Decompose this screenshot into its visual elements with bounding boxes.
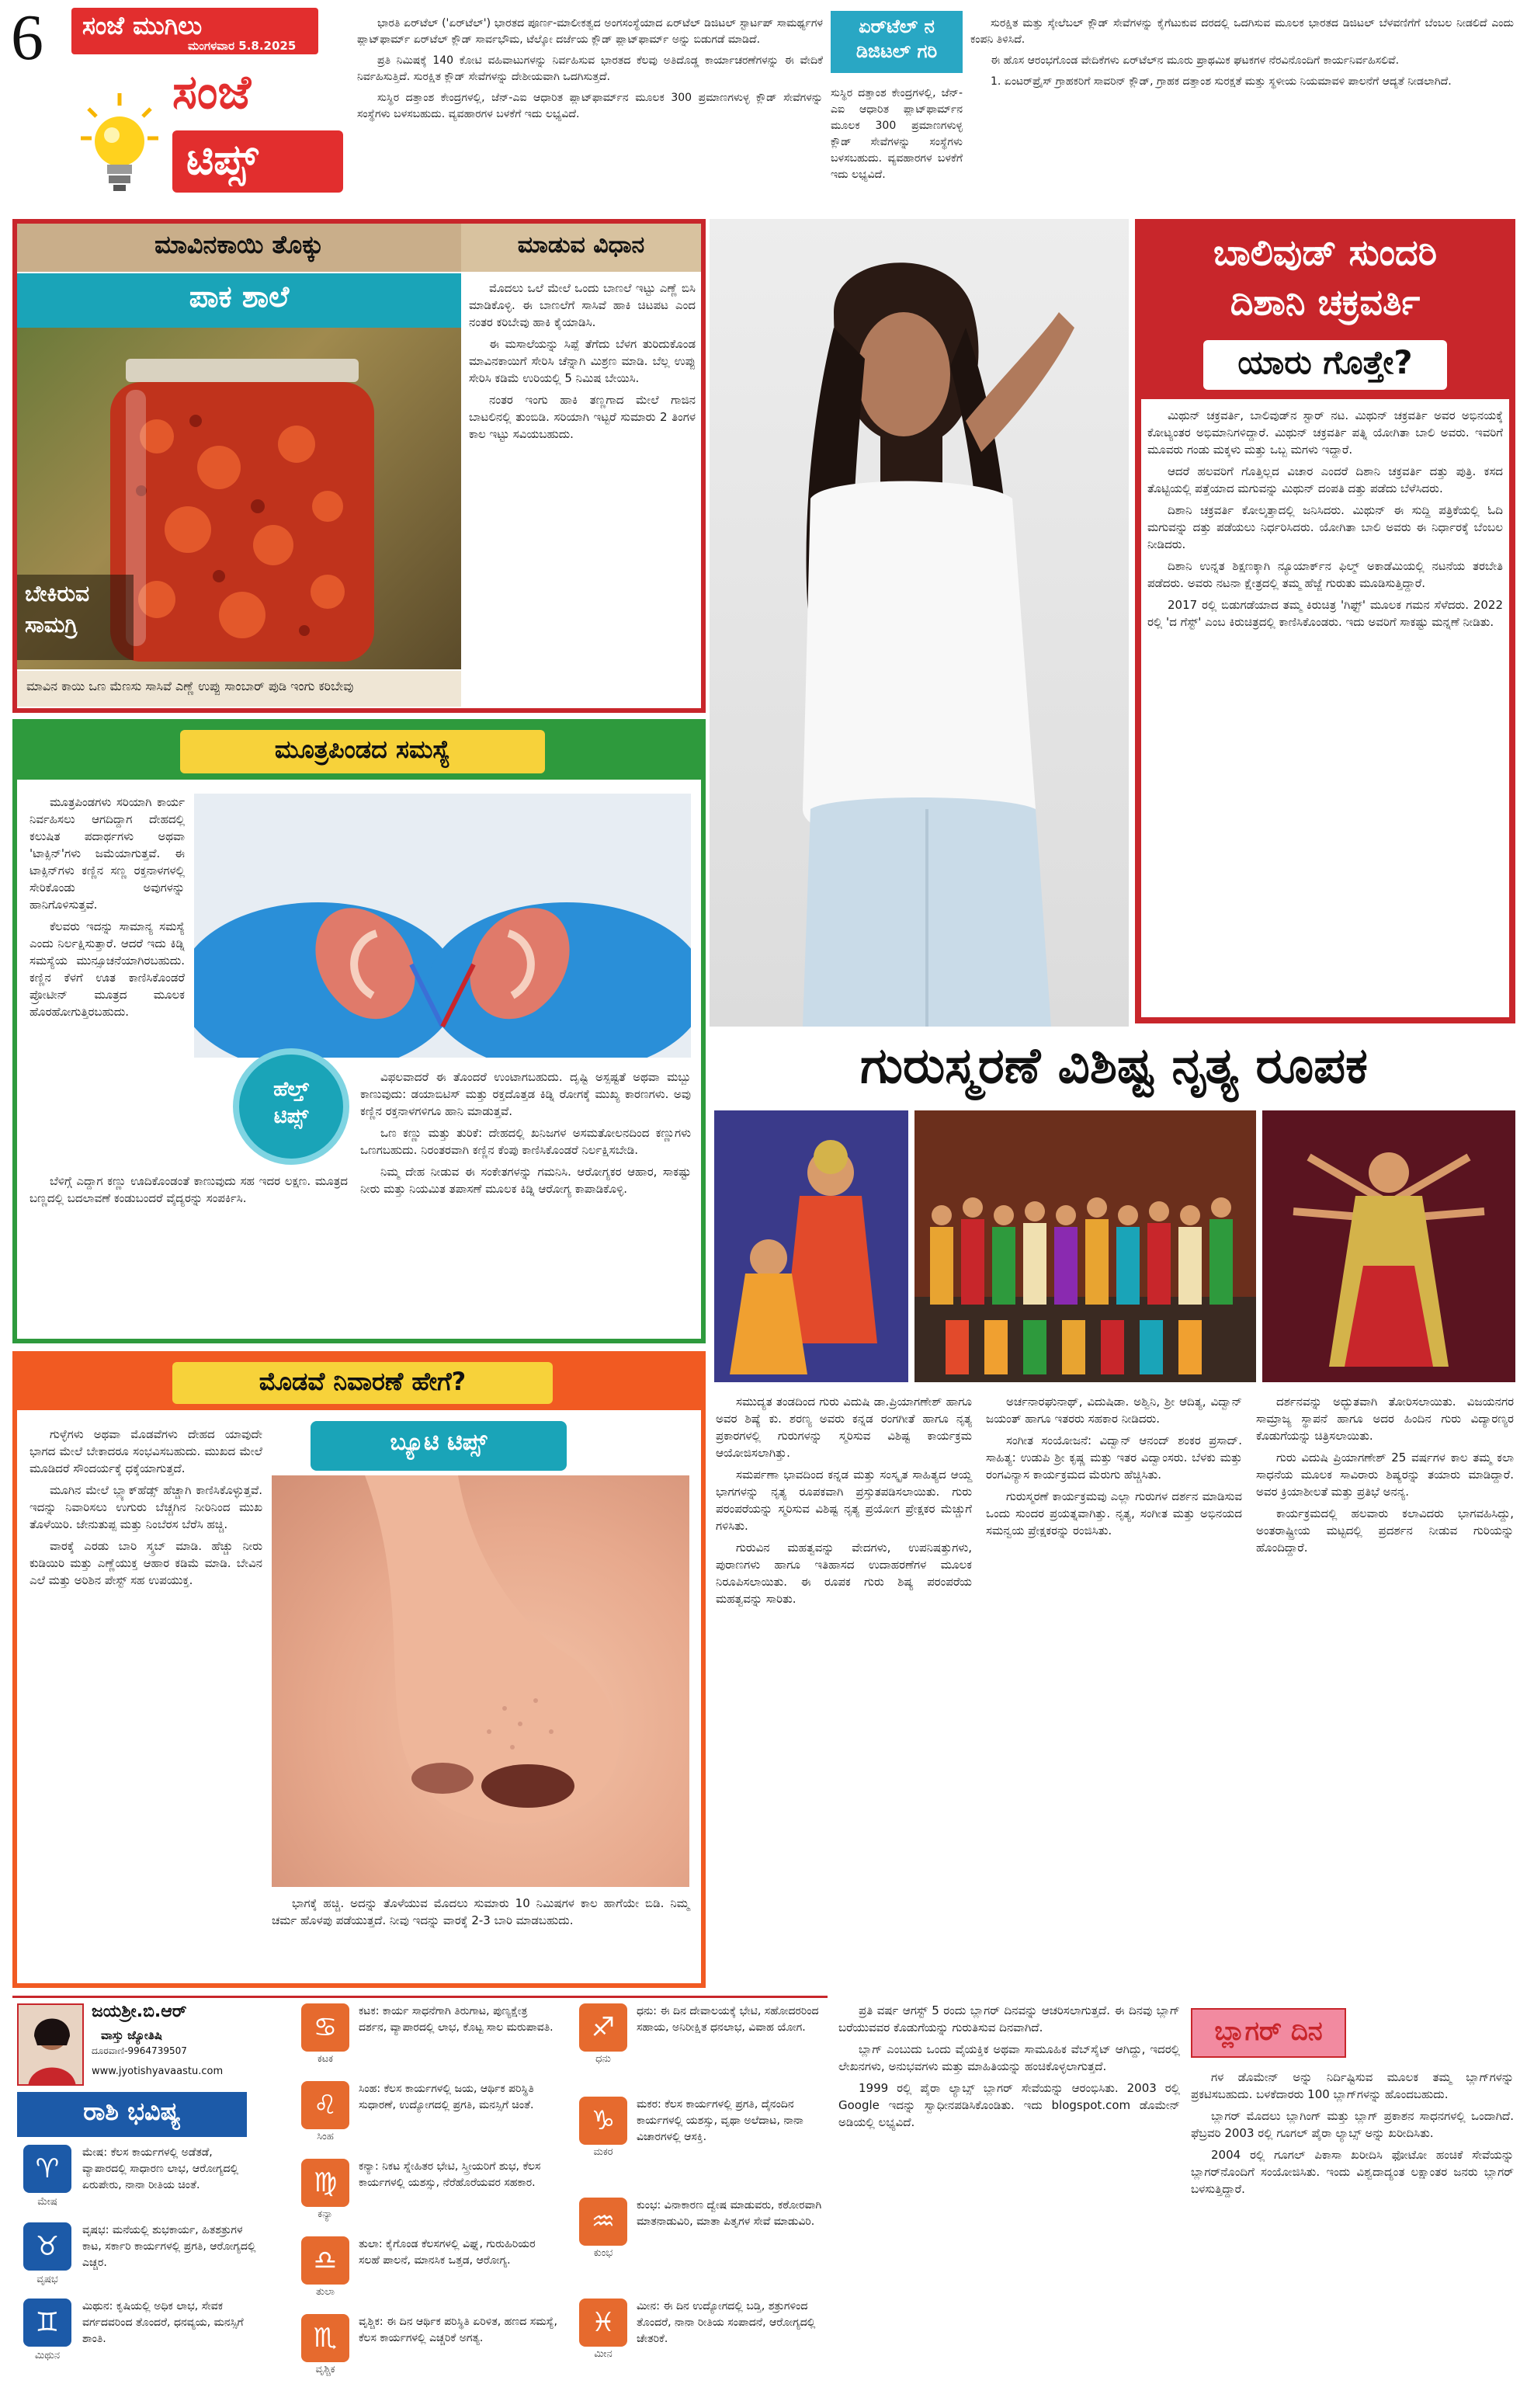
health-badge-line1: ಹೆಲ್ತ್	[273, 1078, 309, 1101]
masthead-box	[71, 8, 318, 54]
actress-headline-3-pill	[1203, 340, 1447, 390]
method-title: ಮಾಡುವ ವಿಧಾನ	[517, 231, 645, 259]
virgo-text: ಕನ್ಯಾ: ನಿಕಟ ಸ್ನೇಹಿತರ ಭೇಟಿ, ಸ್ತ್ರೀಯರಿಗೆ ಶುಭ, ಕೆಲಸ ಕಾರ್ಯಗಳಲ್ಲಿ ಯಶಸ್ಸು, ನೆರೆಹೊರೆಯವರ ಸಹಕಾರ.	[359, 2160, 541, 2189]
dance-col2	[986, 1393, 1242, 1544]
beauty-col1	[29, 1426, 262, 1593]
libra-text: ತುಲಾ: ಕೈಗೊಂಡ ಕೆಲಸಗಳಲ್ಲಿ ವಿಘ್ನ, ಗುರುಹಿರಿಯರ ಸಲಹೆ ಪಾಲನೆ, ಮಾನಸಿಕ ಒತ್ತಡ, ಆರೋಗ್ಯ.	[359, 2238, 536, 2267]
masthead-date: ಮಂಗಳವಾರ 5.8.2025	[188, 39, 297, 53]
page-number: 6	[11, 2, 43, 74]
gemini-text: ಮಿಥುನ: ಕೃಷಿಯಲ್ಲಿ ಅಧಿಕ ಲಾಭ, ಸೇವಕ ವರ್ಗದವರಿಂದ ತೊಂದರೆ, ಧನವ್ಯಯ, ಮನಸ್ಸಿಗೆ ಶಾಂತಿ.	[82, 2300, 244, 2345]
actress-headline-3: ಯಾರು ಗೊತ್ತೇ?	[1237, 343, 1413, 381]
dance-para: ಸಮರ್ಪಣಾ ಭಾವದಿಂದ ಕನ್ನಡ ಮತ್ತು ಸಂಸ್ಕೃತ ಸಾಹಿತ್ಯದ ಆಯ್ದ ಭಾಗಗಳನ್ನು ನೃತ್ಯ ರೂಪಕವಾಗಿ ಪ್ರಸ್ತುತಪಡಿಸಲಾಯಿತು. ಗುರು ಪರಂಪರೆಯನ್ನು ಸ್ಮರಿಸುವ ವಿಶಿಷ್ಟ ನೃತ್ಯ ಪ್ರಯೋಗ ಪ್ರೇಕ್ಷಕರ ಮೆಚ್ಚುಗೆ ಗಳಿಸಿತು.	[716, 1468, 972, 1533]
blogger-para: ಬ್ಲಾಗರ್ ಮೊದಲು ಬ್ಲಾಗಿಂಗ್ ಮತ್ತು ಬ್ಲಾಗ್ ಪ್ರಕಾಶನ ಸಾಧನಗಳಲ್ಲಿ ಒಂದಾಗಿದೆ. ಫೆಬ್ರವರಿ 2003 ರಲ್ಲಿ ಗೂಗಲ್ ಪೈರಾ ಲ್ಯಾಬ್ಸ್ ಅನ್ನು ಖರೀದಿಸಿತು.	[1191, 2109, 1514, 2140]
tips-logo-line2: ಟಿಪ್ಸ್	[186, 135, 259, 184]
kidney-title-pill	[180, 730, 545, 773]
astrologer-phone: ದೂರವಾಣಿ-9964739507	[92, 2045, 187, 2056]
dance-photo-1	[714, 1110, 908, 1382]
airtel-para: ಭಾರತಿ ಏರ್‌ಟೆಲ್ ('ಏರ್‌ಟೆಲ್') ಭಾರತದ ಪೂರ್ಣ-ಮಾಲೀಕತ್ವದ ಅಂಗಸಂಸ್ಥೆಯಾದ ಏರ್‌ಟೆಲ್ ಡಿಜಿಟಲ್ ಸ್ಟಾರ್ಟಪ್ ಸಾಮರ್ಥ್ಯಗಳ ಪ್ಲಾಟ್‌ಫಾರ್ಮ್ ಏರ್‌ಟೆಲ್ ಕ್ಲೌಡ್ ಸಾರ್ವಭೌಮ, ಟೆಲ್ಕೋ ದರ್ಜೆಯ ಕ್ಲೌಡ್ ಪ್ಲಾಟ್‌ಫಾರ್ಮ್ ಅನ್ನು ಬಿಡುಗಡೆ ಮಾಡಿದೆ.	[357, 17, 823, 46]
blogger-col2	[1191, 2069, 1514, 2202]
leo-label: ಸಿಂಹ	[317, 2131, 334, 2142]
dance-para: ಕಾರ್ಯಕ್ರಮದಲ್ಲಿ ಹಲವಾರು ಕಲಾವಿದರು ಭಾಗವಹಿಸಿದ್ದು, ಅಂತರಾಷ್ಟ್ರೀಯ ಮಟ್ಟದಲ್ಲಿ ಪ್ರದರ್ಶನ ನೀಡುವ ಗುರಿಯನ್ನು ಹೊಂದಿದ್ದಾರೆ.	[1256, 1506, 1514, 1555]
beauty-para: ಗುಳ್ಳೆಗಳು ಅಥವಾ ಮೊಡವೆಗಳು ದೇಹದ ಯಾವುದೇ ಭಾಗದ ಮೇಲೆ ಬೇಕಾದರೂ ಸಂಭವಿಸಬಹುದು. ಮುಖದ ಮೇಲೆ ಮೂಡಿದರೆ ಸೌಂದರ್ಯಕ್ಕೆ ಧಕ್ಕೆಯಾಗುತ್ತದೆ.	[29, 1427, 262, 1475]
kidney-title: ಮೂತ್ರಪಿಂಡದ ಸಮಸ್ಯೆ	[274, 735, 451, 764]
airtel-para: ಈ ಹೊಸ ಆರಂಭಗೊಂಡ ವೇದಿಕೆಗಳು ಏರ್‌ಟೆಲ್‌ನ ಮೂರು ಪ್ರಾಥಮಿಕ ಘಟಕಗಳ ನೆರವಿನೊಂದಿಗೆ ಕಾರ್ಯನಿರ್ವಹಿಸಲಿವೆ.	[991, 54, 1400, 67]
masthead-title: ಸಂಜೆ ಮುಗಿಲು	[82, 11, 203, 40]
health-badge-line2: ಟಿಪ್ಸ್	[273, 1105, 309, 1128]
airtel-para: ಸುಸ್ಥಿರ ದತ್ತಾಂಶ ಕೇಂದ್ರಗಳಲ್ಲಿ, ಜೆನ್-ಎಐ ಆಧಾರಿತ ಪ್ಲಾಟ್‌ಫಾರ್ಮ್‌ನ ಮೂಲಕ 300 ಪ್ರಮಾಣಗಳುಳ್ಳ ಕ್ಲೌಡ್ ಸೇವೆಗಳನ್ನು ಸಂಸ್ಥೆಗಳು ಬಳಸಬಹುದು. ವ್ಯವಹಾರಗಳ ಬಳಕೆಗೆ ಇದು ಲಭ್ಯವಿದೆ.	[357, 92, 823, 120]
actress-photo	[710, 219, 1129, 1027]
capricorn-label: ಮಕರ	[593, 2146, 613, 2158]
leo-text: ಸಿಂಹ: ಕೆಲಸ ಕಾರ್ಯಗಳಲ್ಲಿ ಜಯ, ಆರ್ಥಿಕ ಪರಿಸ್ಥಿತಿ ಸುಧಾರಣೆ, ಉದ್ಯೋಗದಲ್ಲಿ ಪ್ರಗತಿ, ಮನಸ್ಸಿಗೆ ಚಿಂತೆ.	[359, 2083, 534, 2111]
blogger-title-box	[1191, 2008, 1346, 2058]
actress-headline-band	[1141, 225, 1509, 399]
airtel-para-extra: ಸುಸ್ಥಿರ ದತ್ತಾಂಶ ಕೇಂದ್ರಗಳಲ್ಲಿ, ಜೆನ್-ಎಐ ಆಧಾರಿತ ಪ್ಲಾಟ್‌ಫಾರ್ಮ್‌ನ ಮೂಲಕ 300 ಪ್ರಮಾಣಗಳುಳ್ಳ ಕ್ಲೌಡ್ ಸೇವೆಗಳನ್ನು ಸಂಸ್ಥೆಗಳು ಬಳಸಬಹುದು. ವ್ಯವಹಾರಗಳ ಬಳಕೆಗೆ ಇದು ಲಭ್ಯವಿದೆ.	[831, 87, 963, 181]
dance-para: ಅರ್ಚನಾರಘುನಾಥ್, ವಿದುಷಿಡಾ. ಅಶ್ವಿನಿ, ಶ್ರೀ ಆದಿತ್ಯ, ವಿದ್ವಾನ್ ಜಯಂತ್ ಹಾಗೂ ಇತರರು ಸಹಕಾರ ನೀಡಿದರು.	[986, 1395, 1242, 1426]
dance-photo-2	[914, 1110, 1256, 1382]
kidney-para: ಒಣ ಕಣ್ಣು ಮತ್ತು ತುರಿಕೆ: ದೇಹದಲ್ಲಿ ಖನಿಜಗಳ ಅಸಮತೋಲನದಿಂದ ಕಣ್ಣುಗಳು ಒಣಗಬಹುದು. ನಿರಂತರವಾಗಿ ಕಣ್ಣಿನ ಕೆಂಪು ಕಾಣಿಸಿಕೊಂಡರೆ ನಿರ್ಲಕ್ಷಿಸಬೇಡಿ.	[360, 1126, 691, 1157]
horoscope-title-band	[17, 2092, 247, 2137]
cancer-label: ಕಟಕ	[317, 2053, 334, 2065]
kidney-title-band	[17, 724, 701, 780]
blogger-para: ಪ್ರತಿ ವರ್ಷ ಆಗಸ್ಟ್ 5 ರಂದು ಬ್ಲಾಗರ್ ದಿನವನ್ನು ಆಚರಿಸಲಾಗುತ್ತದೆ. ಈ ದಿನವು ಬ್ಲಾಗ್ ಬರೆಯುವವರ ಕೊಡುಗೆಯನ್ನು ಗುರುತಿಸುವ ದಿನವಾಗಿದೆ.	[838, 2003, 1180, 2034]
kidney-para: ಬೆಳಿಗ್ಗೆ ಎದ್ದಾಗ ಕಣ್ಣು ಊದಿಕೊಂಡಂತೆ ಕಾಣುವುದು ಸಹ ಇದರ ಲಕ್ಷಣ. ಮೂತ್ರದ ಬಣ್ಣದಲ್ಲಿ ಬದಲಾವಣೆ ಕಂಡುಬಂದರೆ ವೈದ್ಯರನ್ನು ಸಂಪರ್ಕಿಸಿ.	[29, 1174, 348, 1205]
recipe-title: ಮಾವಿನಕಾಯಿ ತೊಕ್ಕು	[154, 230, 324, 259]
actress-para: ಮಿಥುನ್ ಚಕ್ರವರ್ತಿ, ಬಾಲಿವುಡ್‌ನ ಸ್ಟಾರ್ ನಟ. ಮಿಥುನ್ ಚಕ್ರವರ್ತಿ ಅವರ ಅಭಿನಯಕ್ಕೆ ಕೋಟ್ಯಂತರ ಅಭಿಮಾನಿಗಳಿದ್ದಾರೆ. ಮಿಥುನ್ ಚಕ್ರವರ್ತಿ ಪತ್ನಿ ಯೋಗಿತಾ ಬಾಲಿ ಅವರು. ಇವರಿಗೆ ಮೂವರು ಗಂಡು ಮಕ್ಕಳು ಮತ್ತು ಒಬ್ಬ ಮಗಳು ಇದ್ದಾರೆ.	[1147, 408, 1503, 457]
page-header	[0, 0, 854, 217]
kidney-para: ಮೂತ್ರಪಿಂಡಗಳು ಸರಿಯಾಗಿ ಕಾರ್ಯ ನಿರ್ವಹಿಸಲು ಆಗದಿದ್ದಾಗ ದೇಹದಲ್ಲಿ ಕಲುಷಿತ ಪದಾರ್ಥಗಳು ಅಥವಾ 'ಟಾಕ್ಸಿನ್'ಗಳು ಜಮೆಯಾಗುತ್ತವೆ. ಈ ಟಾಕ್ಸಿನ್‌ಗಳು ಕಣ್ಣಿನ ಸಣ್ಣ ರಕ್ತನಾಳಗಳಲ್ಲಿ ಸೇರಿಕೊಂಡು ಅವುಗಳನ್ನು ಹಾನಿಗೊಳಿಸುತ್ತವೆ.	[29, 795, 185, 912]
blogger-title: ಬ್ಲಾಗರ್ ದಿನ	[1214, 2016, 1323, 2047]
aries-text: ಮೇಷ: ಕೆಲಸ ಕಾರ್ಯಗಳಲ್ಲಿ ಅಡೆತಡೆ, ವ್ಯಾಪಾರದಲ್ಲಿ ಸಾಧಾರಣ ಲಾಭ, ಆರೋಗ್ಯದಲ್ಲಿ ಏರುಪೇರು, ನಾನಾ ರೀತಿಯ ಚಿಂತೆ.	[82, 2146, 239, 2191]
beauty-title-pill	[172, 1362, 553, 1404]
tips-logo-box	[172, 130, 343, 193]
airtel-title-box	[831, 11, 963, 73]
beauty-title-band	[17, 1356, 701, 1410]
bulb-icon	[81, 93, 158, 194]
ingredients-label-2: ಸಾಮಗ್ರಿ	[25, 612, 78, 638]
beauty-badge-label: ಬ್ಯೂಟಿ ಟಿಪ್ಸ್	[390, 1429, 488, 1456]
scorpio-text: ವೃಶ್ಚಿಕ: ಈ ದಿನ ಆರ್ಥಿಕ ಪರಿಸ್ಥಿತಿ ಏರಿಳಿತ, ಹಣದ ಸಮಸ್ಯೆ, ಕೆಲಸ ಕಾರ್ಯಗಳಲ್ಲಿ ಎಚ್ಚರಿಕೆ ಅಗತ್ಯ.	[359, 2316, 557, 2344]
ingredients-label-box	[17, 575, 134, 660]
actress-headline-2: ದಿಶಾನಿ ಚಕ್ರವರ್ತಿ	[1230, 281, 1421, 323]
dance-para: ದರ್ಶನವನ್ನು ಅದ್ಭುತವಾಗಿ ತೋರಿಸಲಾಯಿತು. ವಿಜಯನಗರ ಸಾಮ್ರಾಜ್ಯ ಸ್ಥಾಪನೆ ಹಾಗೂ ಅದರ ಹಿಂದಿನ ಗುರು ವಿದ್ಯಾರಣ್ಯರ ಕೊಡುಗೆಯನ್ನು ಚಿತ್ರಿಸಲಾಯಿತು.	[1256, 1395, 1514, 1443]
beauty-para: ವಾರಕ್ಕೆ ಎರಡು ಬಾರಿ ಸ್ಕ್ರಬ್ ಮಾಡಿ. ಹೆಚ್ಚು ನೀರು ಕುಡಿಯಿರಿ ಮತ್ತು ಎಣ್ಣೆಯುಕ್ತ ಆಹಾರ ಕಡಿಮೆ ಮಾಡಿ. ಬೇವಿನ ಎಲೆ ಮತ್ತು ಅರಿಶಿನ ಪೇಸ್ಟ್ ಸಹ ಉಪಯುಕ್ತ.	[29, 1539, 262, 1587]
airtel-col2	[970, 16, 1514, 95]
astrologer-name: ಜಯಶ್ರೀ.ಬಿ.ಆರ್	[92, 2002, 187, 2021]
aries-icon: ♈	[23, 2145, 71, 2193]
cancer-text: ಕಟಕ: ಕಾರ್ಯ ಸಾಧನೆಗಾಗಿ ತಿರುಗಾಟ, ಪುಣ್ಯಕ್ಷೇತ್ರ ದರ್ಶನ, ವ್ಯಾಪಾರದಲ್ಲಿ ಲಾಭ, ಕೊಟ್ಟ ಸಾಲ ಮರುಪಾವತಿ.	[359, 2005, 554, 2034]
tips-logo-line1: ಸಂಜೆ	[172, 65, 252, 120]
leo-icon: ♌	[301, 2081, 349, 2129]
method-para: ನಂತರ ಇಂಗು ಹಾಕಿ ತಣ್ಣಗಾದ ಮೇಲೆ ಗಾಜಿನ ಬಾಟಲಿನಲ್ಲಿ ತುಂಬಿಡಿ. ಸರಿಯಾಗಿ ಇಟ್ಟರೆ ಸುಮಾರು 2 ತಿಂಗಳ ಕಾಲ ಇಟ್ಟು ಸವಿಯಬಹುದು.	[469, 393, 696, 441]
beauty-para: ಮೂಗಿನ ಮೇಲೆ ಬ್ಲ್ಯಾಕ್‌ಹೆಡ್ಸ್ ಹೆಚ್ಚಾಗಿ ಕಾಣಿಸಿಕೊಳ್ಳುತ್ತವೆ. ಇದನ್ನು ನಿವಾರಿಸಲು ಉಗುರು ಬೆಚ್ಚಗಿನ ನೀರಿನಿಂದ ಮುಖ ತೊಳೆಯಿರಿ. ಜೇನುತುಪ್ಪ ಮತ್ತು ನಿಂಬೆರಸ ಬೆರೆಸಿ ಹಚ್ಚಿ.	[29, 1483, 262, 1531]
actress-headline-1: ಬಾಲಿವುಡ್ ಸುಂದರಿ	[1213, 231, 1438, 273]
airtel-col2b	[831, 85, 963, 188]
method-para: ಈ ಮಸಾಲೆಯನ್ನು ಸಿಪ್ಪೆ ತೆಗೆದು ಬೆಳಗ ತುರಿದುಕೊಂಡ ಮಾವಿನಕಾಯಿಗೆ ಸೇರಿಸಿ ಚೆನ್ನಾಗಿ ಮಿಶ್ರಣ ಮಾಡಿ. ಬೆಲ್ಲ ಉಪ್ಪು ಸೇರಿಸಿ ಕಡಿಮೆ ಉರಿಯಲ್ಲಿ 5 ನಿಮಿಷ ಬೇಯಿಸಿ.	[469, 337, 696, 385]
beauty-col2	[272, 1895, 689, 1934]
cancer-icon: ♋	[301, 2003, 349, 2052]
dance-col3	[1256, 1393, 1514, 1561]
actress-para: ಆದರೆ ಹಲವರಿಗೆ ಗೊತ್ತಿಲ್ಲದ ವಿಚಾರ ಎಂದರೆ ದಿಶಾನಿ ಚಕ್ರವರ್ತಿ ದತ್ತು ಪುತ್ರಿ. ಕಸದ ತೊಟ್ಟಿಯಲ್ಲಿ ಪತ್ತೆಯಾದ ಮಗುವನ್ನು ಮಿಥುನ್ ದಂಪತಿ ದತ್ತು ಪಡೆದು ಬೆಳೆಸಿದರು.	[1147, 464, 1503, 495]
astrologer-avatar	[17, 2003, 84, 2086]
taurus-label: ವೃಷಭ	[36, 2274, 58, 2285]
actress-para: ದಿಶಾನಿ ಚಕ್ರವರ್ತಿ ಕೋಲ್ಕತ್ತಾದಲ್ಲಿ ಜನಿಸಿದರು. ಮಿಥುನ್ ಈ ಸುದ್ದಿ ಪತ್ರಿಕೆಯಲ್ಲಿ ಓದಿ ಮಗುವನ್ನು ದತ್ತು ಪಡೆಯಲು ನಿರ್ಧರಿಸಿದರು. ಯೋಗಿತಾ ಬಾಲಿ ಅವರು ಈ ನಿರ್ಧಾರಕ್ಕೆ ಬೆಂಬಲ ನೀಡಿದರು.	[1147, 503, 1503, 551]
scorpio-label: ವೃಶ್ಚಿಕ	[315, 2364, 335, 2375]
method-para: ಮೊದಲು ಒಲೆ ಮೇಲೆ ಒಂದು ಬಾಣಲೆ ಇಟ್ಟು ಎಣ್ಣೆ ಬಿಸಿ ಮಾಡಿಕೊಳ್ಳಿ. ಈ ಬಾಣಲೆಗೆ ಸಾಸಿವೆ ಹಾಕಿ ಚಿಟಪಟ ಎಂದ ನಂತರ ಕರಿಬೇವು ಹಾಕಿ ಕೈಯಾಡಿಸಿ.	[469, 281, 696, 329]
blogger-para: 2004 ರಲ್ಲಿ ಗೂಗಲ್ ಪಿಕಾಸಾ ಖರೀದಿಸಿ ಫೋಟೋ ಹಂಚಿಕೆ ಸೇವೆಯನ್ನು ಬ್ಲಾಗರ್‌ನೊಂದಿಗೆ ಸಂಯೋಜಿಸಿತು. ಇಂದು ವಿಶ್ವದಾದ್ಯಂತ ಲಕ್ಷಾಂತರ ಜನರು ಬ್ಲಾಗರ್ ಬಳಸುತ್ತಿದ್ದಾರೆ.	[1191, 2148, 1514, 2196]
gemini-label: ಮಿಥುನ	[34, 2350, 61, 2361]
method-text	[469, 280, 696, 447]
kidney-para: ವಿಫಲವಾದರೆ ಈ ತೊಂದರೆ ಉಂಟಾಗಬಹುದು. ದೃಷ್ಟಿ ಅಸ್ಪಷ್ಟತೆ ಅಥವಾ ಮಬ್ಬು ಕಾಣುವುದು: ಡಯಾಬಿಟಿಸ್ ಮತ್ತು ರಕ್ತದೊತ್ತಡ ಕಿಡ್ನಿ ರೋಗಕ್ಕೆ ಮುಖ್ಯ ಕಾರಣಗಳು. ಅವು ಕಣ್ಣಿನ ರಕ್ತನಾಳಗಳಿಗೂ ಹಾನಿ ಮಾಡುತ್ತವೆ.	[360, 1070, 691, 1118]
aquarius-icon: ♒	[579, 2198, 627, 2246]
dance-headline: ಗುರುಸ್ಮರಣೆ ವಿಶಿಷ್ಟ ನೃತ್ಯ ರೂಪಕ	[860, 1037, 1368, 1095]
sagittarius-icon: ♐	[579, 2003, 627, 2052]
recipe-subtitle: ಪಾಕ ಶಾಲೆ	[189, 280, 290, 314]
recipe-subtitle-band	[17, 273, 461, 328]
sagittarius-label: ಧನು	[595, 2053, 611, 2065]
scorpio-icon: ♏	[301, 2314, 349, 2362]
actress-para: 2017 ರಲ್ಲಿ ಬಿಡುಗಡೆಯಾದ ತಮ್ಮ ಕಿರುಚಿತ್ರ 'ಗಿಫ್ಟ್' ಮೂಲಕ ಗಮನ ಸೆಳೆದರು. 2022 ರಲ್ಲಿ 'ದ ಗೆಸ್ಟ್' ಎಂಬ ಕಿರುಚಿತ್ರದಲ್ಲಿ ಕಾಣಿಸಿಕೊಂಡರು. ಇದು ಅವರಿಗೆ ಸಾಕಷ್ಟು ಮನ್ನಣೆ ನೀಡಿತು.	[1147, 598, 1503, 629]
capricorn-text: ಮಕರ: ಕೆಲಸ ಕಾರ್ಯಗಳಲ್ಲಿ ಪ್ರಗತಿ, ದೈನಂದಿನ ಕಾರ್ಯಗಳಲ್ಲಿ ಯಶಸ್ಸು, ವೃಥಾ ಅಲೆದಾಟ, ನಾನಾ ವಿಚಾರಗಳಲ್ಲಿ ಆಸಕ್ತಿ.	[637, 2098, 803, 2143]
airtel-para: ಪ್ರತಿ ನಿಮಿಷಕ್ಕೆ 140 ಕೋಟಿ ವಹಿವಾಟುಗಳನ್ನು ನಿರ್ವಹಿಸುವ ಭಾರತದ ಕೆಲವು ಅತಿದೊಡ್ಡ ಕಾರ್ಯಾಚರಣೆಗಳನ್ನು ಈ ವೇದಿಕೆ ನಿರ್ವಹಿಸುತ್ತಿದೆ. ಸುರಕ್ಷಿತ ಕ್ಲೌಡ್ ಸೇವೆಗಳನ್ನು ದೇಶೀಯವಾಗಿ ಒದಗಿಸುತ್ತದೆ.	[357, 54, 823, 83]
airtel-para: ಸುರಕ್ಷಿತ ಮತ್ತು ಸ್ಕೇಲೆಬಲ್ ಕ್ಲೌಡ್ ಸೇವೆಗಳನ್ನು ಕೈಗೆಟುಕುವ ದರದಲ್ಲಿ ಒದಗಿಸುವ ಮೂಲಕ ಭಾರತದ ಡಿಜಿಟಲ್ ಬೆಳವಣಿಗೆಗೆ ಬೆಂಬಲ ನೀಡಲಿದೆ ಎಂದು ಕಂಪನಿ ತಿಳಿಸಿದೆ.	[970, 17, 1514, 46]
actress-body	[1147, 407, 1503, 635]
blogger-col1	[838, 2002, 1180, 2135]
astrologer-website: www.jyotishyavaastu.com	[92, 2066, 224, 2077]
horoscope-title: ರಾಶಿ ಭವಿಷ್ಯ	[83, 2097, 181, 2126]
aries-label: ಮೇಷ	[37, 2196, 57, 2208]
taurus-icon: ♉	[23, 2222, 71, 2271]
kidney-para: ನಿಮ್ಮ ದೇಹ ನೀಡುವ ಈ ಸಂಕೇತಗಳನ್ನು ಗಮನಿಸಿ. ಆರೋಗ್ಯಕರ ಆಹಾರ, ಸಾಕಷ್ಟು ನೀರು ಮತ್ತು ನಿಯಮಿತ ತಪಾಸಣೆ ಮೂಲಕ ಕಿಡ್ನಿ ಆರೋಗ್ಯ ಕಾಪಾಡಿಕೊಳ್ಳಿ.	[360, 1165, 691, 1196]
airtel-para: 1. ಏಂಟರ್‌ಪ್ರೈಸ್ ಗ್ರಾಹಕರಿಗೆ ಸಾವರಿನ್ ಕ್ಲೌಡ್, ಗ್ರಾಹಕ ದತ್ತಾಂಶ ಸುರಕ್ಷತೆ ಮತ್ತು ಸ್ಥಳೀಯ ನಿಯಮಾವಳಿ ಪಾಲನೆಗೆ ಆದ್ಯತೆ ನೀಡಲಾಗಿದೆ.	[991, 75, 1452, 88]
health-tips-badge	[233, 1048, 349, 1165]
beauty-badge	[311, 1421, 567, 1471]
virgo-icon: ♍	[301, 2159, 349, 2207]
gemini-icon: ♊	[23, 2299, 71, 2347]
dance-para: ಸಂಗೀತ ಸಂಯೋಜನೆ: ವಿದ್ವಾನ್ ಆನಂದ್ ಶಂಕರ ಪ್ರಸಾದ್. ಸಾಹಿತ್ಯ: ಉಡುಪಿ ಶ್ರೀ ಕೃಷ್ಣ ಮತ್ತು ಇತರ ವಿದ್ವಾಂಸರು. ಬೆಳಕು ಮತ್ತು ರಂಗವಿನ್ಯಾಸ ಕಾರ್ಯಕ್ರಮದ ಮೆರುಗು ಹೆಚ್ಚಿಸಿತು.	[986, 1433, 1242, 1482]
libra-label: ತುಲಾ	[315, 2286, 335, 2298]
dance-photo-3	[1262, 1110, 1515, 1382]
airtel-title-line1: ಏರ್‌ಟೆಲ್ ನ	[859, 16, 935, 37]
libra-icon: ♎	[301, 2236, 349, 2285]
actress-para: ದಿಶಾನಿ ಉನ್ನತ ಶಿಕ್ಷಣಕ್ಕಾಗಿ ನ್ಯೂಯಾರ್ಕ್‌ನ ಫಿಲ್ಮ್ ಅಕಾಡೆಮಿಯಲ್ಲಿ ನಟನೆಯ ತರಬೇತಿ ಪಡೆದರು. ಅವರು ನಟನಾ ಕ್ಷೇತ್ರದಲ್ಲಿ ತಮ್ಮ ಹೆಜ್ಜೆ ಗುರುತು ಮೂಡಿಸುತ್ತಿದ್ದಾರೆ.	[1147, 559, 1503, 590]
kidney-left-col	[29, 794, 185, 1025]
pisces-label: ಮೀನ	[594, 2348, 613, 2360]
aquarius-text: ಕುಂಭ: ವಿನಾಕಾರಣ ದ್ವೇಷ ಮಾಡುವರು, ಕಠೋರವಾಗಿ ಮಾತನಾಡುವಿರಿ, ಮಾತಾ ಪಿತೃಗಳ ಸೇವೆ ಮಾಡುವಿರಿ.	[637, 2199, 822, 2228]
aquarius-label: ಕುಂಭ	[593, 2247, 613, 2259]
dance-para: ಗುರುವಿನ ಮಹತ್ವವನ್ನು ವೇದಗಳು, ಉಪನಿಷತ್ತುಗಳು, ಪುರಾಣಗಳು ಹಾಗೂ ಇತಿಹಾಸದ ಉದಾಹರಣೆಗಳ ಮೂಲಕ ನಿರೂಪಿಸಲಾಯಿತು. ಈ ರೂಪಕ ಗುರು ಶಿಷ್ಯ ಪರಂಪರೆಯ ಮಹತ್ವವನ್ನು ಸಾರಿತು.	[716, 1541, 972, 1606]
nose-photo	[272, 1475, 689, 1887]
virgo-label: ಕನ್ಯಾ	[318, 2208, 333, 2220]
kidney-photo	[194, 794, 691, 1058]
kidney-left-col-lower	[29, 1173, 348, 1211]
dance-col1	[716, 1393, 972, 1612]
taurus-text: ವೃಷಭ: ಮನೆಯಲ್ಲಿ ಶುಭಕಾರ್ಯ, ಹಿತಶತ್ರುಗಳ ಕಾಟ, ಸರ್ಕಾರಿ ಕಾರ್ಯಗಳಲ್ಲಿ ಪ್ರಗತಿ, ಆರೋಗ್ಯದಲ್ಲಿ ಎಚ್ಚರ.	[82, 2224, 256, 2269]
dance-para: ಗುರುಸ್ಮರಣೆ ಕಾರ್ಯಕ್ರಮವು ಎಲ್ಲಾ ಗುರುಗಳ ದರ್ಶನ ಮಾಡಿಸುವ ಒಂದು ಸುಂದರ ಪ್ರಯತ್ನವಾಗಿತ್ತು. ನೃತ್ಯ, ಸಂಗೀತ ಮತ್ತು ಅಭಿನಯದ ಸಮನ್ವಯ ಪ್ರೇಕ್ಷಕರನ್ನು ರಂಜಿಸಿತು.	[986, 1489, 1242, 1538]
airtel-col1	[357, 16, 823, 127]
sagittarius-text: ಧನು: ಈ ದಿನ ದೇವಾಲಯಕ್ಕೆ ಭೇಟಿ, ಸಹೋದರರಿಂದ ಸಹಾಯ, ಅನಿರೀಕ್ಷಿತ ಧನಲಾಭ, ವಿವಾಹ ಯೋಗ.	[637, 2005, 819, 2034]
pisces-icon: ♓	[579, 2299, 627, 2347]
kidney-right-col	[360, 1068, 691, 1202]
blogger-para: ಗಳ ಡೊಮೇನ್ ಅನ್ನು ನಿರ್ದಿಷ್ಟಿಸುವ ಮೂಲಕ ತಮ್ಮ ಬ್ಲಾಗ್‌ಗಳನ್ನು ಪ್ರಕಟಿಸಬಹುದು. ಬಳಕೆದಾರರು 100 ಬ್ಲಾಗ್‌ಗಳನ್ನು ಹೊಂದಬಹುದು.	[1191, 2070, 1514, 2101]
pisces-text: ಮೀನ: ಈ ದಿನ ಉದ್ಯೋಗದಲ್ಲಿ ಬಡ್ತಿ, ಶತ್ರುಗಳಿಂದ ತೊಂದರೆ, ನಾನಾ ರೀತಿಯ ಸಂಪಾದನೆ, ಆರೋಗ್ಯದಲ್ಲಿ ಚೇತರಿಕೆ.	[637, 2300, 816, 2345]
blogger-para: 1999 ರಲ್ಲಿ ಪೈರಾ ಲ್ಯಾಬ್ಸ್ ಬ್ಲಾಗರ್ ಸೇವೆಯನ್ನು ಆರಂಭಿಸಿತು. 2003 ರಲ್ಲಿ Google ಇದನ್ನು ಸ್ವಾಧೀನಪಡಿಸಿಕೊಂಡಿತು. ಇದು blogspot.com ಡೊಮೇನ್ ಅಡಿಯಲ್ಲಿ ಲಭ್ಯವಿದೆ.	[838, 2081, 1180, 2129]
beauty-para: ಭಾಗಕ್ಕೆ ಹಚ್ಚಿ. ಅದನ್ನು ತೊಳೆಯುವ ಮೊದಲು ಸುಮಾರು 10 ನಿಮಿಷಗಳ ಕಾಲ ಹಾಗೆಯೇ ಬಿಡಿ. ನಿಮ್ಮ ಚರ್ಮ ಹೊಳಪು ಪಡೆಯುತ್ತದೆ. ನೀವು ಇದನ್ನು ವಾರಕ್ಕೆ 2-3 ಬಾರಿ ಮಾಡಬಹುದು.	[272, 1896, 689, 1927]
blogger-para: ಬ್ಲಾಗ್ ಎಂಬುದು ಒಂದು ವೈಯಕ್ತಿಕ ಅಥವಾ ಸಾಮೂಹಿಕ ವೆಬ್‌ಸೈಟ್ ಆಗಿದ್ದು, ಇದರಲ್ಲಿ ಲೇಖನಗಳು, ಅನುಭವಗಳು ಮತ್ತು ಮಾಹಿತಿಯನ್ನು ಹಂಚಿಕೊಳ್ಳಲಾಗುತ್ತದೆ.	[838, 2042, 1180, 2073]
dance-para: ಗುರು ವಿದುಷಿ ಪ್ರಿಯಾಗಣೇಶ್ 25 ವರ್ಷಗಳ ಕಾಲ ತಮ್ಮ ಕಲಾ ಸಾಧನೆಯ ಮೂಲಕ ಸಾವಿರಾರು ಶಿಷ್ಯರನ್ನು ತಯಾರು ಮಾಡಿದ್ದಾರೆ. ಅವರ ಕ್ರಿಯಾಶೀಲತೆ ಮತ್ತು ಪ್ರತಿಭೆ ಅನನ್ಯ.	[1256, 1451, 1514, 1499]
dance-para: ಸಮುದ್ಯತ ತಂಡದಿಂದ ಗುರು ವಿದುಷಿ ಡಾ.ಪ್ರಿಯಾಗಣೇಶ್ ಹಾಗೂ ಅವರ ಶಿಷ್ಯೆ ಕು. ಶರಣ್ಯ ಅವರು ಕನ್ನಡ ರಂಗಗೀತೆ ಹಾಗೂ ನೃತ್ಯ ಪ್ರಕಾರಗಳಲ್ಲಿ ಗುರುಗಳನ್ನು ಸ್ಮರಿಸುವ ವಿಶಿಷ್ಟ ಕಾರ್ಯಕ್ರಮ ಆಯೋಜಿಸಲಾಗಿತ್ತು.	[716, 1395, 972, 1460]
ingredients-caption: ಮಾವಿನ ಕಾಯಿ ಒಣ ಮೆಣಸು ಸಾಸಿವೆ ಎಣ್ಣೆ ಉಪ್ಪು ಸಾಂಬಾರ್ ಪುಡಿ ಇಂಗು ಕರಿಬೇವು	[17, 671, 461, 707]
recipe-title-band	[17, 224, 461, 272]
ingredients-label-1: ಬೇಕಿರುವ	[25, 581, 90, 606]
method-title-band	[461, 224, 701, 272]
airtel-title-line2: ಡಿಜಿಟಲ್ ಗರಿ	[855, 40, 938, 62]
beauty-title: ಮೊಡವೆ ನಿವಾರಣೆ ಹೇಗೆ?	[259, 1367, 467, 1396]
astrologer-title: ವಾಸ್ತು ಜ್ಯೋತಿಷಿ	[101, 2028, 162, 2042]
kidney-para: ಕೆಲವರು ಇದನ್ನು ಸಾಮಾನ್ಯ ಸಮಸ್ಯೆ ಎಂದು ನಿರ್ಲಕ್ಷಿಸುತ್ತಾರೆ. ಆದರೆ ಇದು ಕಿಡ್ನಿ ಸಮಸ್ಯೆಯ ಮುನ್ಸೂಚನೆಯಾಗಿರಬಹುದು. ಕಣ್ಣಿನ ಕೆಳಗೆ ಊತ ಕಾಣಿಸಿಕೊಂಡರೆ ಪ್ರೋಟೀನ್ ಮೂತ್ರದ ಮೂಲಕ ಹೊರಹೋಗುತ್ತಿರಬಹುದು.	[29, 919, 185, 1019]
capricorn-icon: ♑	[579, 2097, 627, 2145]
